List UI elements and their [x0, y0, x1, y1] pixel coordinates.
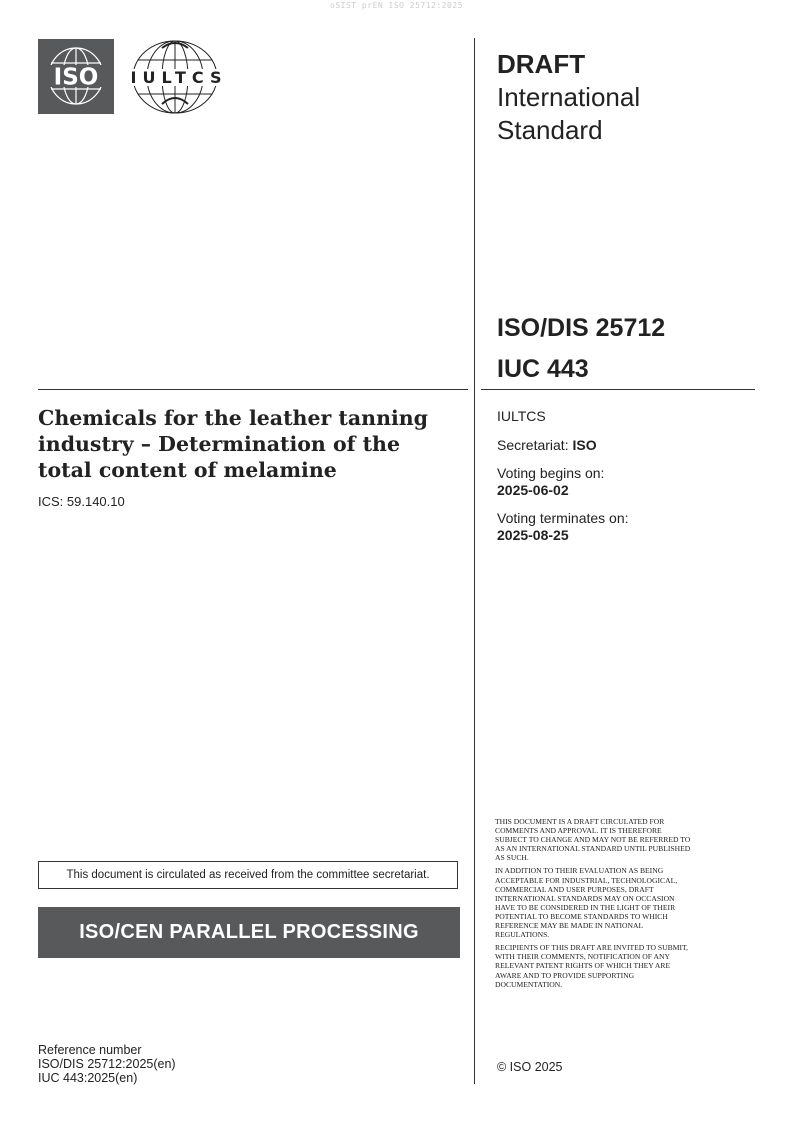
- watermark: oSIST prEN ISO 25712:2025: [330, 1, 463, 10]
- iultcs-logo: [118, 38, 240, 116]
- title-line-2: industry – Determination of the: [38, 432, 400, 456]
- draft-disclaimer: [495, 817, 695, 993]
- reference-label: Reference number: [38, 1043, 142, 1057]
- iso-logo-text: ISO: [53, 64, 99, 91]
- disclaimer-paragraph-2: IN ADDITION TO THEIR EVALUATION AS BEING ACCEPTABLE FOR INDUSTRIAL, TECHNOLOGICAL, COMMERCIAL AND USER PURPOSES, DRAFT INTERNATIONAL STANDARDS MAY ON OCCASION HAVE TO BE CONSIDERED IN THE LIGHT OF THEIR POTENTIAL TO BECOME STANDARDS TO WHICH REFERENCE MAY BE MADE IN NATIONAL REGULATIONS.: [495, 866, 678, 940]
- reference-iso: ISO/DIS 25712:2025(en): [38, 1057, 176, 1071]
- secretariat-value: ISO: [572, 437, 597, 453]
- document-title: [38, 405, 458, 483]
- iultcs-emblem-icon: [118, 38, 240, 116]
- standard-label: Standard: [497, 115, 603, 145]
- organization: IULTCS: [497, 408, 546, 424]
- voting-terminates-date: 2025-08-25: [497, 527, 569, 543]
- voting-terminates: [497, 510, 629, 544]
- reference-iuc: IUC 443:2025(en): [38, 1071, 138, 1085]
- circulation-notice: This document is circulated as received from the committee secretariat.: [38, 861, 458, 889]
- title-line-3: total content of melamine: [38, 458, 337, 482]
- globe-icon: [38, 39, 114, 114]
- draft-label: DRAFT: [497, 49, 586, 79]
- title-line-1: Chemicals for the leather tanning: [38, 406, 429, 430]
- column-divider: [474, 38, 475, 1084]
- voting-begins-date: 2025-06-02: [497, 482, 569, 498]
- secretariat-label: Secretariat:: [497, 437, 569, 453]
- title-rule-right: [481, 389, 755, 390]
- international-label: International: [497, 82, 641, 112]
- disclaimer-paragraph-1: THIS DOCUMENT IS A DRAFT CIRCULATED FOR COMMENTS AND APPROVAL. IT IS THEREFORE SUBJECT TO CHANGE AND MAY NOT BE REFERRED TO AS AN INTERNATIONAL STANDARD UNTIL PUBLISHED AS SUCH.: [495, 817, 691, 863]
- voting-begins-label: Voting begins on:: [497, 465, 605, 481]
- reference-number: [38, 1043, 176, 1085]
- ics-code: ICS: 59.140.10: [38, 494, 125, 509]
- secretariat: [497, 437, 597, 454]
- disclaimer-paragraph-3: RECIPIENTS OF THIS DRAFT ARE INVITED TO SUBMIT, WITH THEIR COMMENTS, NOTIFICATION OF ANY RELEVANT PATENT RIGHTS OF WHICH THEY ARE AWARE AND TO PROVIDE SUPPORTING DOCUMENTATION.: [495, 943, 688, 989]
- parallel-processing-banner: ISO/CEN PARALLEL PROCESSING: [38, 907, 460, 958]
- iultcs-logo-text: IULTCS: [130, 68, 228, 87]
- iuc-number: IUC 443: [497, 355, 589, 383]
- voting-terminates-label: Voting terminates on:: [497, 510, 629, 526]
- document-stage: [497, 48, 747, 147]
- iso-logo: [38, 39, 114, 114]
- standard-number: ISO/DIS 25712: [497, 314, 666, 342]
- voting-begins: [497, 465, 604, 499]
- copyright: © ISO 2025: [497, 1060, 563, 1074]
- title-rule-left: [38, 389, 468, 390]
